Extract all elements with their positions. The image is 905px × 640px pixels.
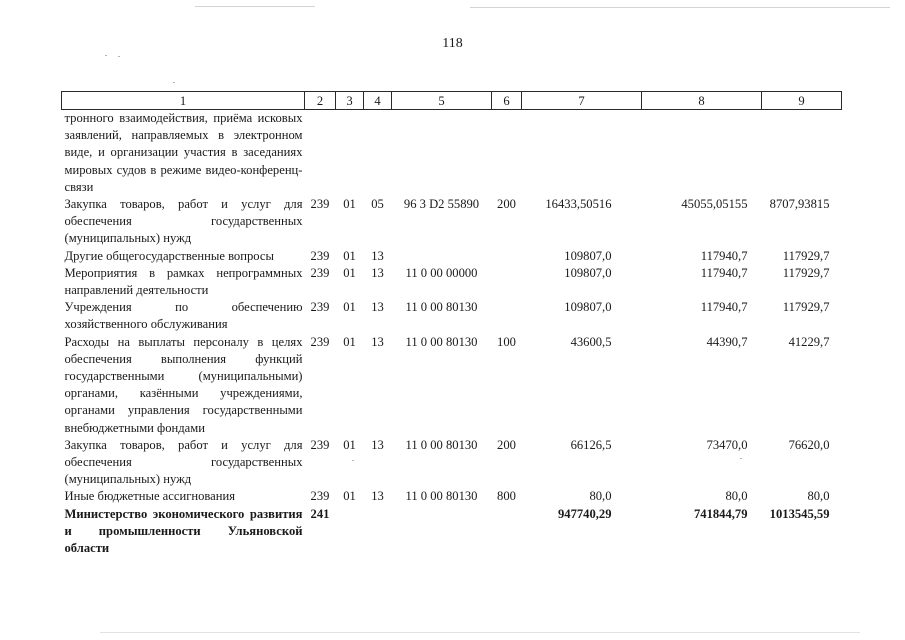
target-article-code: 96 3 D2 55890 [403,197,480,212]
expense-type-code [492,265,522,299]
subsection-code: 13 [371,248,384,263]
amount-col-7: 80,0 [589,489,612,504]
table-row [62,110,842,197]
table-row [62,506,842,558]
section-code: 01 [343,437,356,452]
table-row [62,196,842,248]
item-name: Закупка товаров, работ и услуг для обеспечения государственных (муниципальных) нужд [64,437,303,487]
subsection-code: 13 [371,300,384,315]
amount-col-7: 947740,29 [557,506,612,521]
target-article-code [392,110,492,197]
expense-type-code [492,248,522,265]
table-row [62,299,842,333]
section-code: 01 [343,489,356,504]
ministry-code: 239 [310,334,330,349]
item-name: Закупка товаров, работ и услуг для обеспечения государственных (муниципальных) нужд [64,197,303,246]
amount-col-9: 80,0 [807,489,830,504]
amount-col-8: 117940,7 [700,265,748,280]
table-header-row [62,92,842,110]
section-code [336,506,364,558]
expense-type-code [492,506,522,558]
amount-col-9: 117929,7 [782,248,830,263]
column-header: 8 [642,92,762,110]
scan-artifact [470,7,890,8]
amount-col-7: 109807,0 [564,248,612,263]
section-code: 01 [343,248,356,263]
scan-artifact [173,82,175,83]
subsection-code [364,110,392,197]
amount-col-7: 109807,0 [564,265,612,280]
amount-col-7: 109807,0 [564,300,612,315]
scan-artifact [100,632,860,633]
expense-type-code: 200 [497,197,516,212]
amount-col-8: 117940,7 [700,300,748,315]
target-article-code: 11 0 00 80130 [405,300,478,315]
amount-col-9: 41229,7 [788,334,830,349]
scan-artifact [105,55,107,56]
target-article-code: 11 0 00 80130 [405,334,478,349]
item-name: тронного взаимодействия, приёма исковых заявлений, направляемых в электронном виде, и организации участия в заседаниях мировых судов в режиме видео-конференц-связи [64,111,303,194]
amount-col-8: 73470,0 [706,437,748,452]
expense-type-code: 100 [497,334,516,349]
budget-table [61,91,842,557]
section-code: 01 [343,265,356,280]
column-header: 3 [336,92,364,110]
expense-type-code [492,110,522,197]
target-article-code [392,248,492,265]
table-row [62,248,842,265]
column-header: 4 [364,92,392,110]
amount-col-8: 741844,79 [693,506,748,521]
amount-col-8: 44390,7 [706,334,748,349]
item-name: Иные бюджетные ассигнования [64,489,236,504]
column-header: 6 [492,92,522,110]
amount-col-8: 117940,7 [700,248,748,263]
scan-artifact [118,56,120,57]
amount-col-7: 16433,50516 [545,197,612,212]
table-row [62,265,842,299]
amount-col-9: 1013545,59 [769,506,830,521]
item-name: Расходы на выплаты персоналу в целях обеспечения выполнения функций государственными (муниципальными) органами, казёнными учреждениями, органами управления государственными внебюджетными фондами [64,334,303,435]
section-code: 01 [343,334,356,349]
section-code [336,110,364,197]
amount-col-8 [642,110,762,197]
column-header: 1 [62,92,305,110]
amount-col-7: 66126,5 [570,437,612,452]
target-article-code: 11 0 00 80130 [405,489,478,504]
table-row [62,488,842,505]
section-code: 01 [343,300,356,315]
expense-type-code [492,299,522,333]
column-header: 7 [522,92,642,110]
amount-col-7: 43600,5 [570,334,612,349]
amount-col-9 [762,110,842,197]
table-row [62,334,842,437]
item-name: Мероприятия в рамках непрограммных направлений деятельности [64,265,303,298]
column-header: 9 [762,92,842,110]
ministry-code: 239 [310,265,330,280]
ministry-code: 239 [310,300,330,315]
column-header: 5 [392,92,492,110]
subsection-code: 13 [371,489,384,504]
ministry-code [305,110,336,197]
amount-col-9: 117929,7 [782,300,830,315]
page-number: 118 [442,36,463,51]
amount-col-9: 117929,7 [782,265,830,280]
expense-type-code: 800 [497,489,516,504]
amount-col-8: 45055,05155 [681,197,748,212]
subsection-code: 13 [371,265,384,280]
subsection-code: 13 [371,334,384,349]
ministry-code: 239 [310,248,330,263]
section-code: 01 [343,197,356,212]
subsection-code [364,506,392,558]
item-name: Учреждения по обеспечению хозяйственного обслуживания [64,300,303,332]
target-article-code: 11 0 00 00000 [405,265,478,280]
table-row [62,437,842,489]
subsection-code: 13 [371,437,384,452]
ministry-code: 239 [310,437,330,452]
column-header: 2 [305,92,336,110]
item-name: Другие общегосударственные вопросы [64,248,274,263]
subsection-code: 05 [371,197,384,212]
scan-artifact [195,6,315,7]
expense-type-code: 200 [497,437,516,452]
ministry-code: 241 [310,506,330,521]
ministry-code: 239 [310,489,330,504]
amount-col-9: 8707,93815 [769,197,830,212]
ministry-code: 239 [310,197,330,212]
target-article-code [392,506,492,558]
target-article-code: 11 0 00 80130 [405,437,478,452]
amount-col-8: 80,0 [725,489,748,504]
item-name: Министерство экономического развития и промышленности Ульяновской области [64,506,303,556]
amount-col-7 [522,110,642,197]
amount-col-9: 76620,0 [788,437,830,452]
